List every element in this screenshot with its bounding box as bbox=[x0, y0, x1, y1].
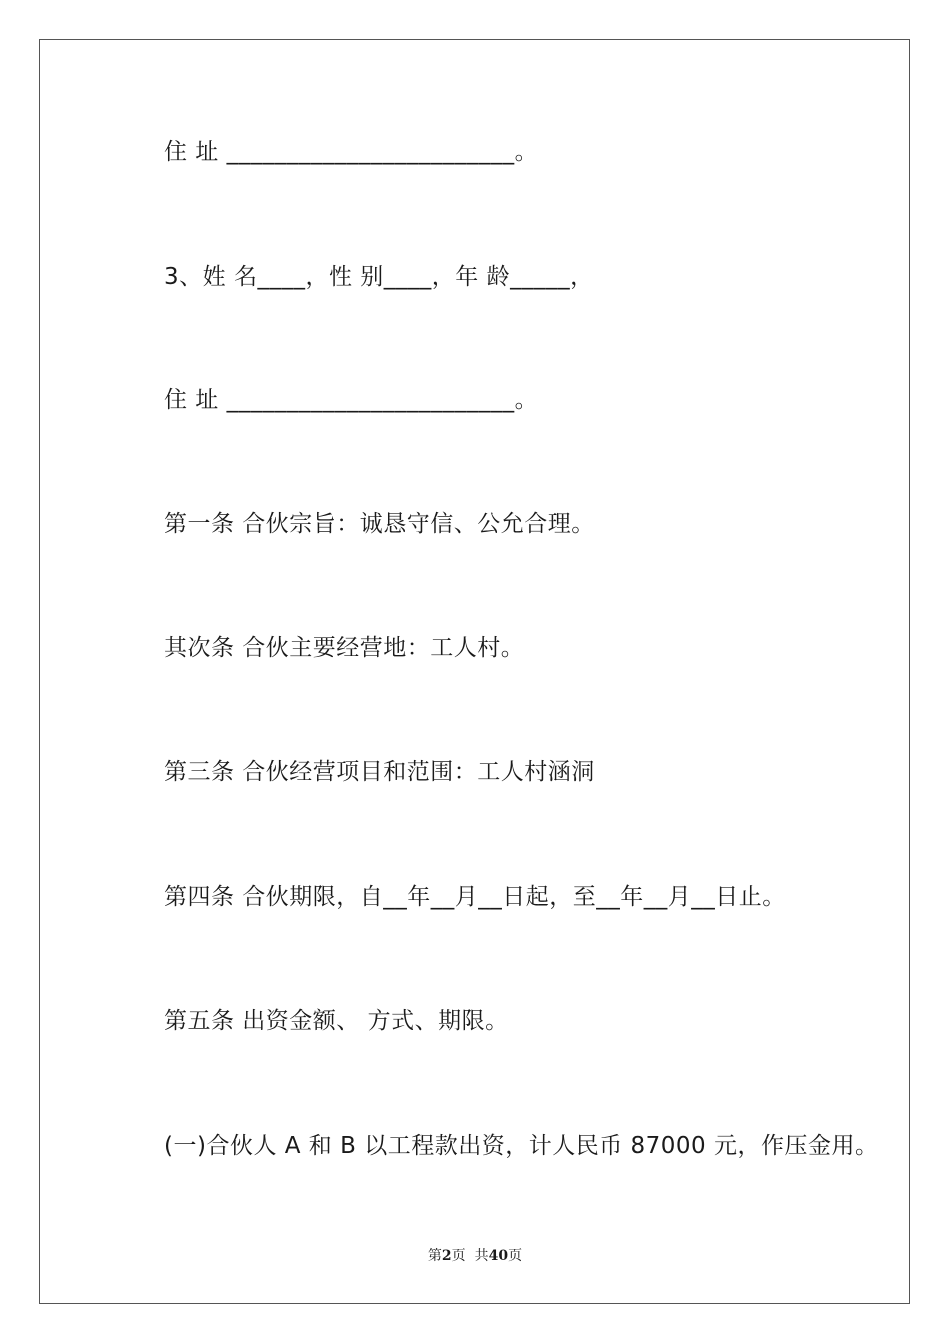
article-1: 第一条 合伙宗旨：诚恳守信、公允合理。 bbox=[164, 511, 595, 537]
footer-suffix: 页 bbox=[508, 1248, 523, 1264]
article-4: 第四条 合伙期限，自__年__月__日起，至__年__月__日止。 bbox=[164, 884, 786, 910]
article-2: 其次条 合伙主要经营地：工人村。 bbox=[164, 635, 525, 661]
article-5: 第五条 出资金额、 方式、期限。 bbox=[164, 1008, 509, 1034]
footer-prefix: 第 bbox=[427, 1248, 442, 1264]
footer-middle: 页 共 bbox=[451, 1248, 489, 1264]
address-line-2: 住 址 ________________________。 bbox=[164, 139, 539, 165]
page-border bbox=[39, 39, 910, 1304]
page-footer bbox=[0, 1247, 950, 1265]
address-line-3: 住 址 ________________________。 bbox=[164, 387, 539, 413]
person-3-line: 3、姓 名____，性 别____，年 龄_____， bbox=[164, 264, 594, 290]
footer-total-pages: 40 bbox=[488, 1248, 509, 1264]
article-5-item-1: (一)合伙人 A 和 B 以工程款出资，计人民币 87000 元，作压金用。 bbox=[164, 1133, 879, 1159]
article-3: 第三条 合伙经营项目和范围：工人村涵洞 bbox=[164, 759, 595, 785]
footer-page-number: 2 bbox=[441, 1248, 452, 1264]
